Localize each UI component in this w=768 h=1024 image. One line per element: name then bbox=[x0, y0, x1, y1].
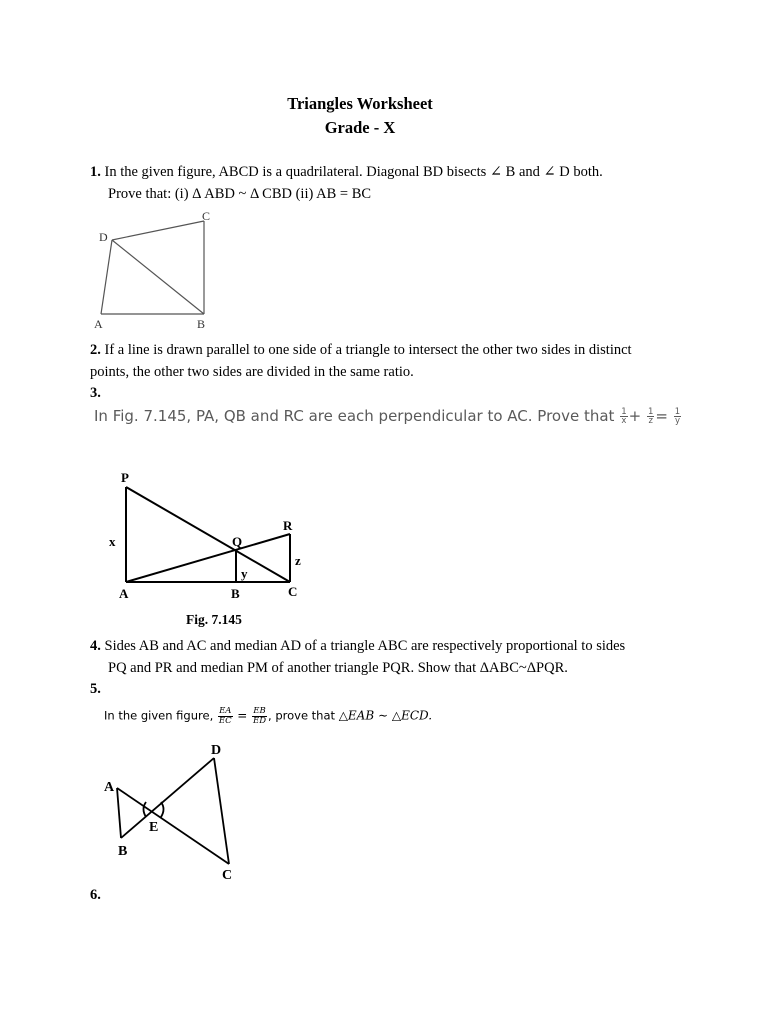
q5-label-c: C bbox=[222, 868, 233, 883]
q1-side-cd bbox=[112, 221, 204, 240]
question-4 bbox=[90, 638, 625, 655]
grade-heading: Grade - X bbox=[324, 118, 396, 137]
fraction-eb-over-ed: $\frac{EB}{ED}$ bbox=[252, 706, 267, 726]
q3-label-q: Q bbox=[232, 534, 243, 549]
question-5-text bbox=[104, 707, 432, 725]
q1-label-d: D bbox=[99, 230, 108, 244]
q5-bowtie-figure bbox=[98, 738, 248, 888]
q1-label-b: B bbox=[197, 317, 206, 331]
q5-line-bd bbox=[121, 758, 214, 838]
q3-label-x: x bbox=[109, 534, 116, 549]
formula-one-over-y: $\frac{1}{y}$ bbox=[674, 406, 681, 426]
question-5-similarity: △EAB ∼ △ECD. bbox=[338, 708, 433, 723]
q3-label-p: P bbox=[121, 470, 129, 485]
q5-label-b: B bbox=[118, 844, 128, 859]
question-2-line-2: points, the other two sides are divided in the same ratio. bbox=[90, 364, 414, 380]
formula-plus: + bbox=[628, 407, 642, 425]
q1-diagonal-bd bbox=[112, 240, 204, 314]
question-4-line-1: Sides AB and AC and median AD of a triangle ABC are respectively proportional to sides bbox=[104, 638, 626, 654]
q5-label-d: D bbox=[211, 743, 222, 758]
question-5-number: 5. bbox=[90, 681, 101, 697]
q1-quadrilateral-figure bbox=[88, 208, 228, 333]
question-4-number: 4. bbox=[90, 638, 101, 654]
q3-line-pc bbox=[126, 487, 290, 582]
question-1-line-2: Prove that: (i) Δ ABD ~ Δ CBD (ii) AB = BC bbox=[108, 186, 372, 202]
q1-side-da bbox=[101, 240, 112, 314]
q3-label-r: R bbox=[283, 518, 293, 533]
q5-equals: = bbox=[237, 708, 248, 723]
question-1 bbox=[90, 164, 603, 181]
q3-label-b: B bbox=[231, 586, 240, 601]
formula-one-over-x: $\frac{1}{x}$ bbox=[621, 406, 627, 426]
q3-label-y: y bbox=[241, 566, 248, 581]
q5-label-a: A bbox=[104, 780, 115, 795]
q1-label-c: C bbox=[202, 209, 211, 223]
q5-label-e: E bbox=[149, 820, 159, 835]
worksheet-title: Triangles Worksheet bbox=[287, 94, 433, 113]
q3-label-a: A bbox=[119, 586, 129, 601]
q3-label-z: z bbox=[295, 553, 301, 568]
fraction-ea-over-ec: $\frac{EA}{EC}$ bbox=[218, 706, 232, 726]
question-3-number: 3. bbox=[90, 385, 101, 401]
question-1-number: 1. bbox=[90, 164, 101, 180]
question-4-line-2: PQ and PR and median PM of another triangle PQR. Show that ΔABC~ΔPQR. bbox=[108, 660, 568, 676]
question-2-line-1: If a line is drawn parallel to one side of a triangle to intersect the other two sides in distinct bbox=[104, 342, 632, 358]
question-5-prefix: In the given figure, bbox=[104, 708, 214, 723]
q5-angle-arc-right bbox=[161, 802, 164, 817]
question-2 bbox=[90, 342, 632, 359]
q3-line-ar bbox=[126, 534, 290, 582]
q5-angle-arc-left bbox=[144, 802, 147, 817]
q3-perpendiculars-figure bbox=[100, 462, 320, 632]
q5-line-dc bbox=[214, 758, 229, 864]
question-2-number: 2. bbox=[90, 342, 101, 358]
question-6-number: 6. bbox=[90, 887, 101, 903]
q3-figure-caption: Fig. 7.145 bbox=[186, 612, 242, 627]
q5-line-ab bbox=[117, 788, 121, 838]
q1-label-a: A bbox=[94, 317, 103, 331]
question-5-mid: , prove that bbox=[268, 708, 336, 723]
formula-one-over-z: $\frac{1}{z}$ bbox=[648, 406, 654, 426]
question-3-text bbox=[94, 407, 682, 426]
question-3-statement: In Fig. 7.145, PA, QB and RC are each perpendicular to AC. Prove that bbox=[94, 407, 615, 425]
formula-equals: = bbox=[655, 407, 668, 425]
question-1-line-1: In the given figure, ABCD is a quadrilateral. Diagonal BD bisects ∠ B and ∠ D both. bbox=[104, 164, 603, 180]
q3-label-c: C bbox=[288, 584, 298, 599]
